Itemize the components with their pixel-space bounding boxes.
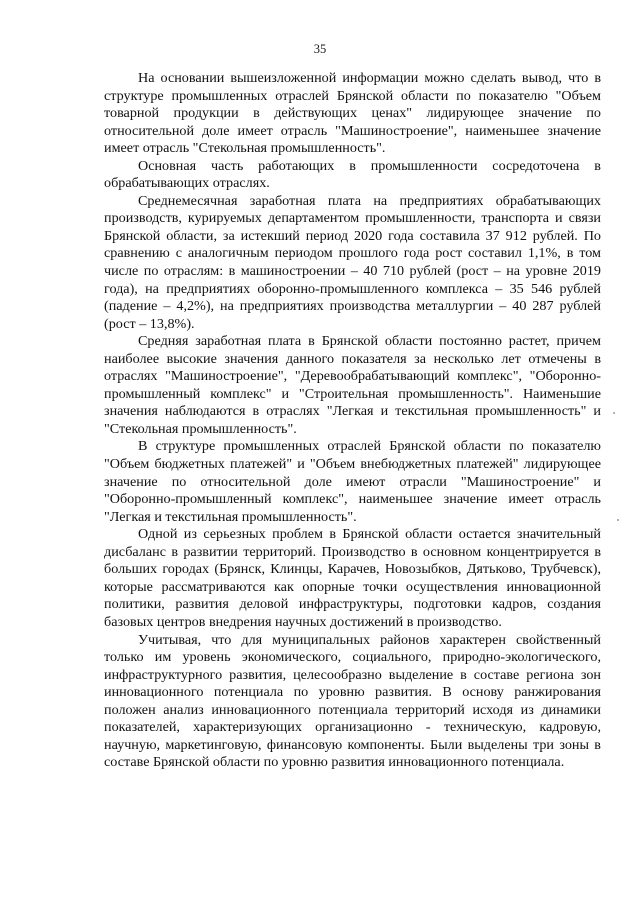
paragraph-average-monthly-wage: Среднемесячная заработная плата на предприятиях обрабатывающих производств, курируемых департаментом промышленности, транспорта и связи Брянской области, за истекший период 2020 года составила 37 912 рублей. По сравнению с аналогичным периодом прошлого года рост составил 1,1%, в том числе по отраслям: в машиностроении – 40 710 рублей (рост – на уровне 2019 года), на предприятиях оборонно-промышленного комплекса – 35 546 рублей (падение – 4,2%), на предприятиях производства металлургии – 40 287 рублей (рост – 13,8%).	[104, 192, 601, 332]
paragraph-wage-growth-by-industry: Средняя заработная плата в Брянской области постоянно растет, причем наиболее высокие значения данного показателя за несколько лет отмечены в отраслях "Машиностроение", "Деревообрабатывающий комплекс", "Оборонно-промышленный комплекс" и "Строительная промышленность". Наименьшие значения наблюдаются в отраслях "Легкая и текстильная промышленность" и "Стекольная промышленность".	[104, 333, 601, 437]
paragraph-innovation-zones: Учитывая, что для муниципальных районов характерен свойственный только им уровень экономического, социального, природно-экологического, инфраструктурного развития, целесообразно выделение в составе региона зон инновационного потенциала по уровню развития. В основу ранжирования положен анализ инновационного потенциала территорий исходя из динамики показателей, характеризующих организационно - техническую, кадровую, научную, маркетинговую, финансовую компоненты. Были выделены три зоны в составе Брянской области по уровню развития инновационного потенциала.	[104, 631, 601, 771]
paragraph-budget-payments: В структуре промышленных отраслей Брянской области по показателю "Объем бюджетных платежей" и "Объем внебюджетных платежей" лидирующее значение по относительной доле имеют отрасли "Машиностроение" и "Оборонно-промышленный комплекс", наименьшее значение имеет отрасль "Легкая и текстильная промышленность".	[104, 438, 601, 525]
paragraph-territorial-imbalance: Одной из серьезных проблем в Брянской области остается значительный дисбаланс в развитии территорий. Производство в основном концентрируется в больших городах (Брянск, Клинцы, Карачев, Новозыбков, Дятьково, Трубчевск), которые рассматриваются как опорные точки осуществления инновационной политики, развития деловой инфраструктуры, подготовки кадров, создания базовых центров внедрения научных достижений в производство.	[104, 526, 601, 630]
paragraph-conclusion-product-volume: На основании вышеизложенной информации можно сделать вывод, что в структуре промышленных отраслей Брянской области по показателю "Объем товарной продукции в действующих ценах" лидирующее значение по относительной доле имеет отрасль "Машиностроение", наименьшее значение имеет отрасль "Стекольная промышленность".	[104, 70, 601, 157]
document-body	[104, 70, 601, 772]
scan-speck	[617, 519, 619, 521]
page-number: 35	[313, 42, 327, 56]
scan-speck	[613, 412, 615, 414]
paragraph-workforce-distribution: Основная часть работающих в промышленности сосредоточена в обрабатывающих отраслях.	[104, 157, 601, 192]
